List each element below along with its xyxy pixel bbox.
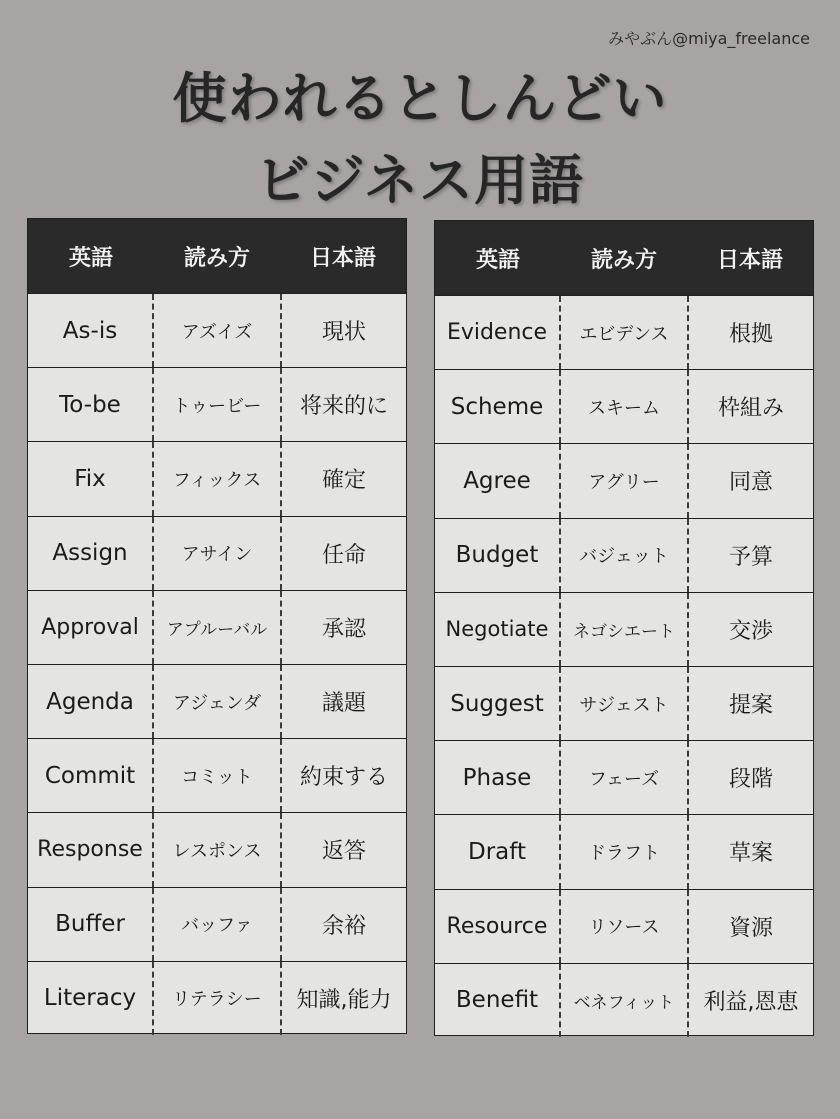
term-japanese: 確定 bbox=[280, 442, 406, 515]
term-japanese: 枠組み bbox=[687, 370, 813, 443]
table-row bbox=[28, 812, 406, 886]
table-row bbox=[28, 367, 406, 441]
term-japanese: 約束する bbox=[280, 739, 406, 812]
header-japanese: 日本語 bbox=[309, 245, 376, 271]
term-japanese: 利益,恩恵 bbox=[687, 964, 813, 1037]
table-header bbox=[28, 219, 406, 293]
table-row bbox=[28, 590, 406, 664]
table-row bbox=[435, 740, 813, 814]
term-japanese: 現状 bbox=[280, 294, 406, 367]
term-reading: トゥービー bbox=[152, 368, 280, 441]
term-reading: フェーズ bbox=[559, 741, 687, 814]
term-reading: アジェンダ bbox=[152, 665, 280, 738]
table-row bbox=[28, 516, 406, 590]
header-japanese: 日本語 bbox=[716, 247, 783, 273]
term-english: Budget bbox=[455, 542, 539, 569]
right-terms-table bbox=[434, 220, 814, 1036]
table-row bbox=[28, 961, 406, 1035]
table-row bbox=[435, 889, 813, 963]
term-english: Benefit bbox=[455, 987, 539, 1014]
term-english: Evidence bbox=[446, 320, 548, 346]
left-terms-table bbox=[27, 218, 407, 1034]
term-japanese: 任命 bbox=[280, 517, 406, 590]
term-reading: アサイン bbox=[152, 517, 280, 590]
term-reading: バッファ bbox=[152, 888, 280, 961]
table-row bbox=[435, 963, 813, 1037]
term-english: As-is bbox=[62, 317, 118, 344]
header-reading: 読み方 bbox=[590, 247, 657, 273]
term-reading: アプルーバル bbox=[152, 591, 280, 664]
term-reading: エビデンス bbox=[559, 296, 687, 369]
term-english: Phase bbox=[462, 764, 532, 791]
term-japanese: 根拠 bbox=[687, 296, 813, 369]
table-row bbox=[435, 666, 813, 740]
term-japanese: 予算 bbox=[687, 519, 813, 592]
term-japanese: 議題 bbox=[280, 665, 406, 738]
term-japanese: 資源 bbox=[687, 890, 813, 963]
term-japanese: 段階 bbox=[687, 741, 813, 814]
term-japanese: 将来的に bbox=[280, 368, 406, 441]
table-row bbox=[28, 441, 406, 515]
term-reading: リテラシー bbox=[152, 962, 280, 1035]
table-row bbox=[435, 518, 813, 592]
term-japanese: 提案 bbox=[687, 667, 813, 740]
term-reading: リソース bbox=[559, 890, 687, 963]
table-row bbox=[435, 369, 813, 443]
term-japanese: 返答 bbox=[280, 813, 406, 886]
header-english: 英語 bbox=[68, 245, 113, 271]
term-english: Scheme bbox=[450, 393, 544, 420]
table-row bbox=[28, 293, 406, 367]
term-reading: ベネフィット bbox=[559, 964, 687, 1037]
term-japanese: 交渉 bbox=[687, 593, 813, 666]
term-reading: ネゴシエート bbox=[559, 593, 687, 666]
table-row bbox=[435, 814, 813, 888]
term-reading: アズイズ bbox=[152, 294, 280, 367]
term-reading: レスポンス bbox=[152, 813, 280, 886]
author-handle: みやぶん@miya_freelance bbox=[608, 29, 810, 48]
table-header bbox=[435, 221, 813, 295]
term-english: Agenda bbox=[46, 688, 134, 715]
page-title-line-2: ビジネス用語 bbox=[255, 149, 585, 212]
term-english: Draft bbox=[468, 838, 526, 865]
term-japanese: 同意 bbox=[687, 444, 813, 517]
term-japanese: 承認 bbox=[280, 591, 406, 664]
page-title-line-1: 使われるとしんどい bbox=[172, 67, 668, 130]
term-english: To-be bbox=[59, 391, 121, 418]
header-english: 英語 bbox=[475, 247, 520, 273]
term-english: Literacy bbox=[43, 985, 137, 1012]
term-reading: サジェスト bbox=[559, 667, 687, 740]
term-english: Suggest bbox=[450, 690, 544, 717]
term-reading: アグリー bbox=[559, 444, 687, 517]
table-row bbox=[435, 592, 813, 666]
term-english: Approval bbox=[41, 614, 139, 640]
term-reading: ドラフト bbox=[559, 815, 687, 888]
term-english: Assign bbox=[52, 540, 128, 567]
term-english: Buffer bbox=[55, 911, 125, 938]
term-english: Response bbox=[37, 837, 143, 863]
term-japanese: 余裕 bbox=[280, 888, 406, 961]
table-row bbox=[28, 664, 406, 738]
term-reading: バジェット bbox=[559, 519, 687, 592]
table-row bbox=[435, 295, 813, 369]
term-reading: フィックス bbox=[152, 442, 280, 515]
term-english: Resource bbox=[446, 913, 548, 939]
table-row bbox=[28, 738, 406, 812]
term-japanese: 草案 bbox=[687, 815, 813, 888]
term-english: Agree bbox=[463, 467, 531, 494]
term-reading: コミット bbox=[152, 739, 280, 812]
term-english: Negotiate bbox=[445, 617, 549, 642]
term-english: Commit bbox=[44, 762, 136, 789]
header-reading: 読み方 bbox=[183, 245, 250, 271]
term-japanese: 知識,能力 bbox=[280, 962, 406, 1035]
term-english: Fix bbox=[74, 465, 106, 492]
term-reading: スキーム bbox=[559, 370, 687, 443]
table-row bbox=[435, 443, 813, 517]
table-row bbox=[28, 887, 406, 961]
